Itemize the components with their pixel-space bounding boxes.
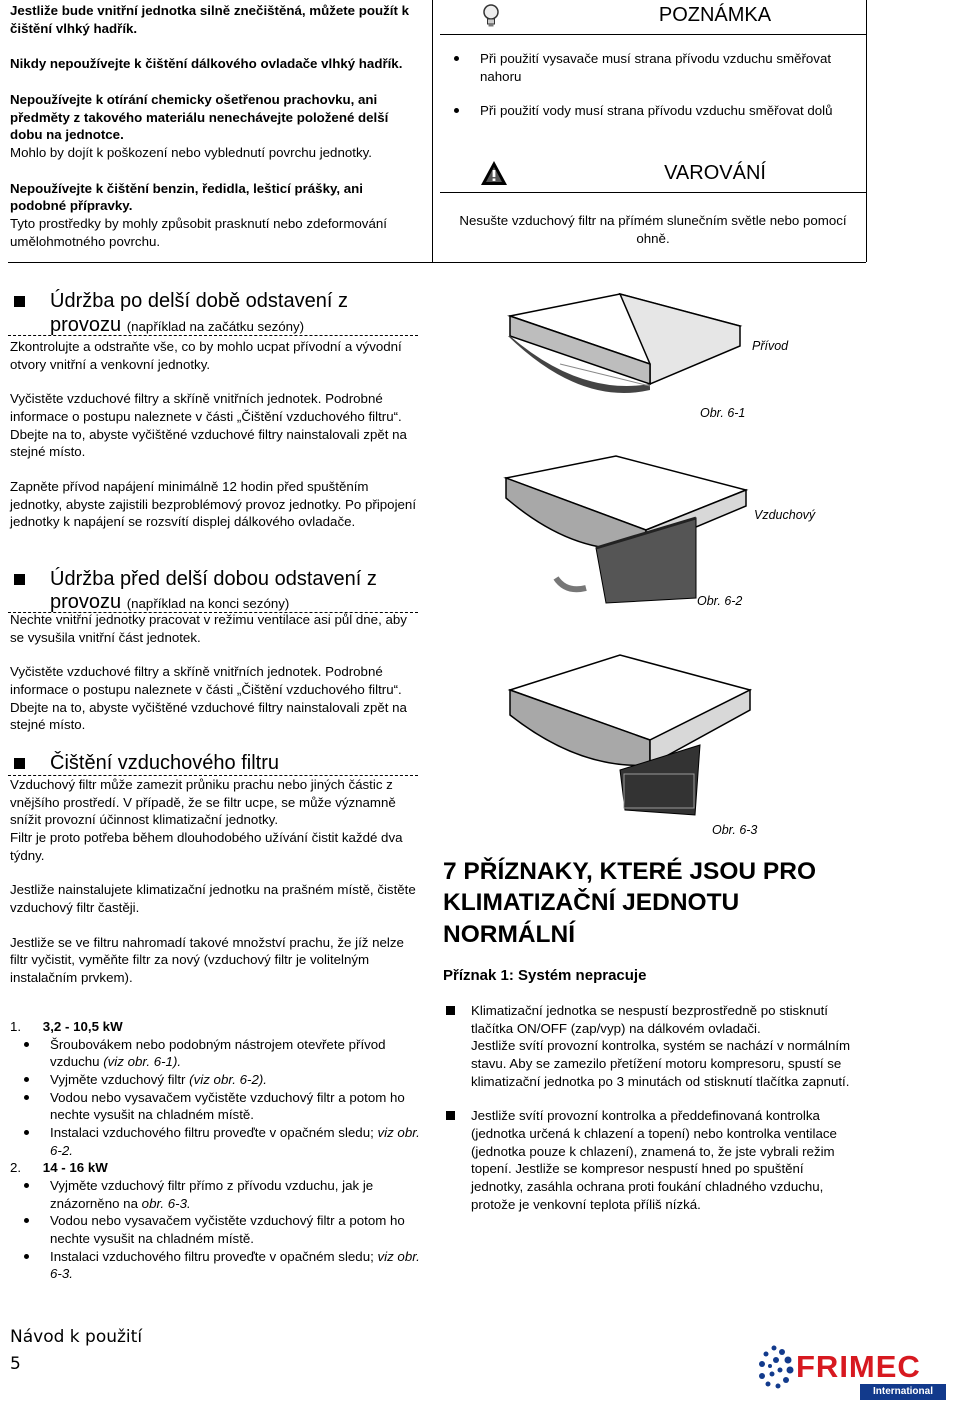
figure-caption: Obr. 6-1 [700, 406, 746, 420]
square-bullet-icon [14, 574, 25, 585]
list-item: Instalaci vzduchového filtru proveďte v opačném sledu; viz obr. 6-2. [10, 1124, 422, 1159]
page-number: 5 [10, 1354, 21, 1374]
cleaning-notes [10, 2, 420, 250]
divider [432, 0, 433, 262]
section-heading: Údržba před delší dobou odstavení z [50, 568, 377, 590]
note-paragraph: Nepoužívejte k otírání chemicky ošetřenou prachovku, ani předměty z takového materiálu nenechávejte položené delší dobu na jednotce. [10, 92, 389, 143]
figure-6-3 [500, 640, 760, 820]
lightbulb-icon [480, 3, 502, 29]
note-paragraph: Nepoužívejte k čištění benzin, ředidla, lešticí prášky, ani podobné přípravky. [10, 180, 363, 214]
section-body [10, 776, 422, 987]
frimec-logo [752, 1338, 952, 1408]
divider [8, 262, 866, 263]
note-paragraph: Jestliže bude vnitřní jednotka silně znečištěná, můžete použít k čištění vlhký hadřík. [10, 3, 409, 36]
body-paragraph: Vyčistěte vzduchové filtry a skříně vnitřních jednotek. Podrobné informace o postupu naleznete v části „Čištění vzduchového filtru“. Dbejte na to, abyste vyčištěné vzduchové filtry nainstalovali zpět na stejné místo. [10, 391, 407, 460]
note-paragraph: Tyto prostředky by mohly způsobit prasknutí nebo zdeformování umělohmotného povrchu. [10, 216, 387, 249]
divider [440, 34, 866, 35]
symptom-item: Jestliže svítí provozní kontrolka a předdefinovaná kontrolka (jednotka určená k chlazení a topení) nebo kontrolka ventilace (jednotka pouze k chlazení), znamená to, že jste vybrali režim topení. Jestliže se kompresor nespustí hned po spuštění jednotky, zasáhla ochrana proti foukání chladného vzduchu, protože je venkovní teplota příliš nízká. [443, 1107, 858, 1213]
section-heading-note: (například na začátku sezóny) [126, 319, 305, 334]
procedure-list [10, 1018, 422, 1283]
square-bullet-icon [446, 1111, 455, 1120]
logo-text: FRIMEC [796, 1349, 921, 1384]
figure-6-2 [496, 448, 766, 608]
body-paragraph: Vyčistěte vzduchové filtry a skříně vnitřních jednotek. Podrobné informace o postupu naleznete v části „Čištění vzduchového filtru“. Dbejte na to, abyste vyčištěné vzduchové filtry nainstalovali zpět na stejné místo. [10, 664, 407, 733]
list-number: 2. [10, 1160, 22, 1176]
list-title: 3,2 - 10,5 kW [42, 1019, 123, 1034]
body-paragraph: Vzduchový filtr může zamezit průniku prachu nebo jiných částic z vnějšího prostředí. V případě, že se filtr ucpe, se může významně snížit provozní účinnost klimatizační jednotky. [10, 777, 396, 828]
warning-triangle-icon [480, 160, 508, 186]
section-body [10, 611, 410, 734]
figure-label: Vzduchový [754, 508, 816, 522]
section-heading: Údržba po delší době odstavení z [50, 290, 348, 312]
note-title: POZNÁMKA [658, 4, 772, 26]
square-bullet-icon [14, 296, 25, 307]
body-paragraph: Nechte vnitřní jednotky pracovat v režimu ventilace asi půl dne, aby se vysušila vnitřní část jednotek. [10, 612, 407, 645]
logo-subtitle: International [860, 1384, 946, 1400]
list-title: 14 - 16 kW [42, 1160, 108, 1176]
section-heading-word: provozu [50, 591, 122, 613]
divider [8, 335, 418, 336]
section-body [10, 338, 420, 531]
warning-title: VAROVÁNÍ [664, 162, 766, 184]
body-paragraph: Filtr je proto potřeba během dlouhodobého užívání čistit každé dva týdny. [10, 830, 403, 863]
list-item: Instalaci vzduchového filtru proveďte v opačném sledu; viz obr. 6-3. [10, 1248, 422, 1283]
note-paragraph: Mohlo by dojít k poškození nebo vyblednutí povrchu jednotky. [10, 145, 372, 161]
figure-caption: Obr. 6-3 [712, 823, 758, 837]
warning-text: Nesušte vzduchový filtr na přímém slunečním světle nebo pomocí ohně. [459, 213, 847, 246]
note-item: Při použití vody musí strana přívodu vzduchu směřovat dolů [440, 102, 860, 120]
body-paragraph: Zkontrolujte a odstraňte vše, co by mohlo ucpat přívodní a vývodní otvory vnitřní a venkovní jednotky. [10, 339, 402, 372]
symptom-heading: Příznak 1: Systém nepracuje [443, 967, 647, 984]
square-bullet-icon [14, 758, 25, 769]
list-item: Šroubovákem nebo podobným nástrojem otevřete přívod vzduchu (viz obr. 6-1). [10, 1036, 422, 1071]
figure-label: Přívod [752, 339, 789, 353]
figure-6-1 [500, 286, 760, 406]
section-heading: Čištění vzduchového filtru [50, 752, 280, 774]
square-bullet-icon [446, 1006, 455, 1015]
section-heading-word: provozu [50, 314, 122, 336]
list-item: Vodou nebo vysavačem vyčistěte vzduchový filtr a potom ho nechte vysušit na chladném místě. [10, 1089, 422, 1124]
body-paragraph: Zapněte přívod napájení minimálně 12 hodin před spuštěním jednotky, abyste zajistili bezproblémový provoz jednotky. Po připojení jednotky k napájení se rozsvítí displej dálkového ovladače. [10, 479, 417, 530]
footer-doc-title: Návod k použití [10, 1327, 143, 1347]
figure-caption: Obr. 6-2 [697, 594, 743, 608]
body-paragraph: Jestliže nainstalujete klimatizační jednotku na prašném místě, čistěte vzduchový filtr častěji. [10, 882, 416, 916]
chapter-heading: 7 PŘÍZNAKY, KTERÉ JSOU PRO KLIMATIZAČNÍ JEDNOTU NORMÁLNÍ [443, 858, 817, 948]
symptom-item: Klimatizační jednotka se nespustí bezprostředně po stisknutí tlačítka ON/OFF (zap/vyp) na dálkovém ovladači. Jestliže svítí provozní kontrolka, systém se nachází v normálním stavu. Aby se zamezilo přetížení motoru kompresoru, spustí se klimatizační jednotka po 3 minutách od stisknutí tlačítka zapnutí. [443, 1002, 858, 1090]
note-item: Při použití vysavače musí strana přívodu vzduchu směřovat nahoru [440, 50, 860, 85]
section-heading-note: (například na konci sezóny) [126, 596, 290, 611]
divider [440, 192, 866, 193]
list-number: 1. [10, 1019, 22, 1034]
list-item: Vyjměte vzduchový filtr (viz obr. 6-2). [10, 1071, 422, 1089]
body-paragraph: Jestliže se ve filtru nahromadí takové množství prachu, že jíž nelze filtr vyčistit, vyměňte filtr za nový (vzduchový filtr je volitelným instalačním prvkem). [10, 934, 404, 986]
note-paragraph: Nikdy nepoužívejte k čištění dálkového ovladače vlhký hadřík. [10, 56, 403, 72]
note-list [440, 50, 860, 120]
divider [866, 0, 867, 262]
list-item: Vyjměte vzduchový filtr přímo z přívodu vzduchu, jak je znázorněno na obr. 6-3. [10, 1177, 422, 1212]
list-item: Vodou nebo vysavačem vyčistěte vzduchový filtr a potom ho nechte vysušit na chladném místě. [10, 1212, 422, 1247]
symptom-list [443, 1002, 858, 1213]
